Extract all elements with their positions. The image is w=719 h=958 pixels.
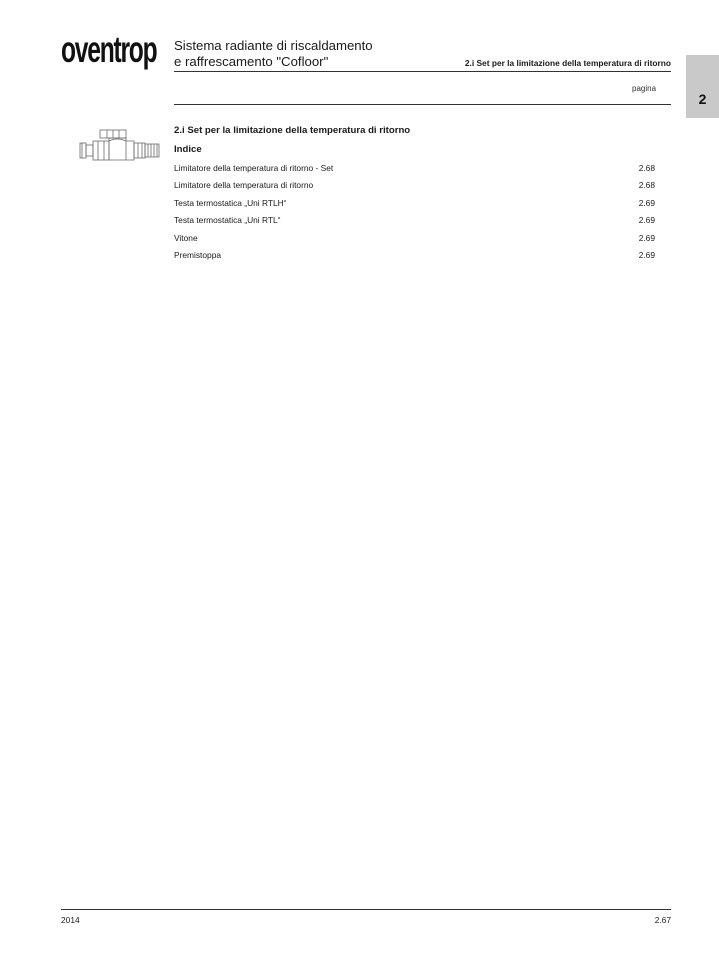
running-section-title: 2.i Set per la limitazione della temperatura di ritorno [464, 58, 671, 68]
document-title [174, 38, 373, 70]
index-divider [174, 104, 671, 105]
toc-entry [174, 249, 656, 266]
toc-entry-title: Testa termostatica „Uni RTL“ [174, 215, 281, 226]
brand-logo [61, 29, 159, 71]
toc-entry-title: Limitatore della temperatura di ritorno - Set [174, 163, 334, 173]
index-heading: Indice [174, 144, 202, 155]
footer-page-number: 2.67 [654, 915, 671, 925]
toc-entry [174, 214, 656, 231]
toc-entry-page: 2.68 [638, 180, 655, 191]
toc-entry-title: Vitone [174, 232, 198, 243]
toc-entry-title: Testa termostatica „Uni RTLH“ [174, 197, 287, 208]
toc-entry [174, 162, 656, 179]
chapter-tab [686, 55, 719, 118]
section-heading: 2.i Set per la limitazione della temperatura di ritorno [174, 125, 411, 136]
toc-entry-page: 2.69 [638, 215, 655, 226]
toc-entry-page: 2.68 [638, 163, 655, 173]
table-of-contents [174, 162, 656, 266]
toc-entry-page: 2.69 [638, 232, 655, 243]
page-column-label: pagina [632, 84, 657, 93]
toc-entry-page: 2.69 [638, 197, 655, 208]
chapter-tab-number: 2 [698, 91, 707, 107]
header-divider [174, 71, 671, 72]
toc-entry-title: Limitatore della temperatura di ritorno [174, 180, 314, 191]
toc-entry [174, 197, 656, 214]
document-title-line-2: e raffrescamento "Cofloor" [174, 54, 329, 69]
footer-divider [61, 909, 671, 910]
valve-drawing-icon [78, 126, 162, 164]
footer-year: 2014 [61, 915, 80, 925]
toc-entry [174, 232, 656, 249]
toc-entry [174, 179, 656, 196]
document-title-line-1: Sistema radiante di riscaldamento [174, 38, 373, 53]
brand-logo-text: oventrop [61, 29, 157, 71]
toc-entry-page: 2.69 [638, 249, 655, 260]
toc-entry-title: Premistoppa [174, 249, 222, 260]
